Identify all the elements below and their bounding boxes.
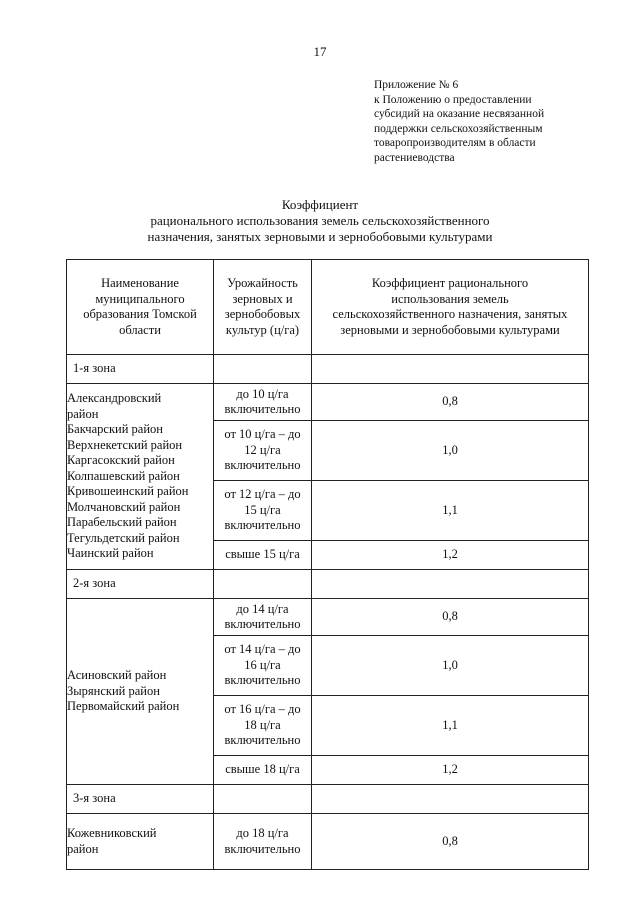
yield-cell: от 14 ц/га – до 16 ц/га включительно: [214, 636, 312, 696]
zone-label: 1-я зона: [67, 355, 214, 384]
appendix-line: товаропроизводителям в области: [374, 137, 536, 149]
district-name: район: [67, 406, 99, 421]
coef-cell: 0,8: [312, 814, 589, 870]
page-number: 17: [313, 44, 327, 59]
coef-cell: 1,1: [312, 481, 589, 541]
appendix-line: субсидий на оказание несвязанной: [374, 108, 545, 120]
district-name: Бакчарский район: [67, 422, 163, 437]
yield-cell: до 14 ц/га включительно: [214, 599, 312, 636]
yield-cell: от 16 ц/га – до 18 ц/га включительно: [214, 696, 312, 756]
table-row: [67, 599, 589, 636]
appendix-line: Приложение № 6: [374, 79, 459, 91]
district-name: Зырянский район: [67, 683, 160, 698]
title-line: Коэффициент: [281, 197, 359, 212]
district-name: Молчановский район: [67, 499, 181, 514]
appendix-line: поддержки сельскохозяйственным: [374, 122, 543, 135]
district-name: Тегульдетский район: [67, 530, 180, 545]
coef-cell: 1,2: [312, 541, 589, 570]
appendix-line: к Положению о предоставлении: [374, 93, 532, 106]
district-list: [67, 814, 214, 870]
district-name: район: [67, 841, 99, 856]
title-line: назначения, занятых зерновыми и зернобобовыми культурами: [147, 229, 493, 244]
title-line: рационального использования земель сельскохозяйственного: [150, 213, 490, 228]
coef-cell: 1,2: [312, 756, 589, 785]
header-coefficient: Коэффициент рационального использования земель сельскохозяйственного назначения, занятых зерновыми и зернобобовыми культурами: [312, 260, 589, 355]
district-name: Асиновский район: [67, 668, 167, 683]
coef-cell: 1,1: [312, 696, 589, 756]
zone-row: [67, 570, 589, 599]
header-municipality: Наименование муниципального образования Томской области: [67, 260, 214, 355]
district-name: Кожевниковский: [67, 826, 157, 840]
coef-cell: 1,0: [312, 421, 589, 481]
yield-cell: от 12 ц/га – до 15 ц/га включительно: [214, 481, 312, 541]
district-name: Первомайский район: [67, 699, 180, 714]
district-name: Парабельский район: [67, 515, 177, 530]
coef-cell: 1,0: [312, 636, 589, 696]
appendix-line: растениеводства: [374, 151, 455, 164]
district-list: [67, 599, 214, 785]
zone-label: 2-я зона: [67, 570, 214, 599]
table-header-row: [67, 260, 589, 355]
zone-label: 3-я зона: [67, 785, 214, 814]
district-name: Каргасокский район: [67, 453, 175, 468]
coef-cell: 0,8: [312, 599, 589, 636]
district-name: Верхнекетский район: [67, 437, 183, 452]
appendix-note: [374, 78, 574, 165]
zone-row: [67, 785, 589, 814]
zone-row: [67, 355, 589, 384]
yield-cell: до 18 ц/га включительно: [214, 814, 312, 870]
coefficient-table: [66, 259, 589, 870]
document-title: [0, 197, 640, 245]
header-yield: Урожайность зерновых и зернобобовых культур (ц/га): [214, 260, 312, 355]
coef-cell: 0,8: [312, 384, 589, 421]
district-list: [67, 384, 214, 570]
district-name: Чаинский район: [67, 546, 154, 561]
table-row: [67, 814, 589, 870]
yield-cell: свыше 15 ц/га: [214, 541, 312, 570]
table-row: [67, 384, 589, 421]
district-name: Колпашевский район: [67, 468, 180, 483]
yield-cell: свыше 18 ц/га: [214, 756, 312, 785]
yield-cell: до 10 ц/га включительно: [214, 384, 312, 421]
district-name: Кривошеинский район: [67, 484, 189, 499]
district-name: Александровский: [67, 391, 162, 406]
yield-cell: от 10 ц/га – до 12 ц/га включительно: [214, 421, 312, 481]
